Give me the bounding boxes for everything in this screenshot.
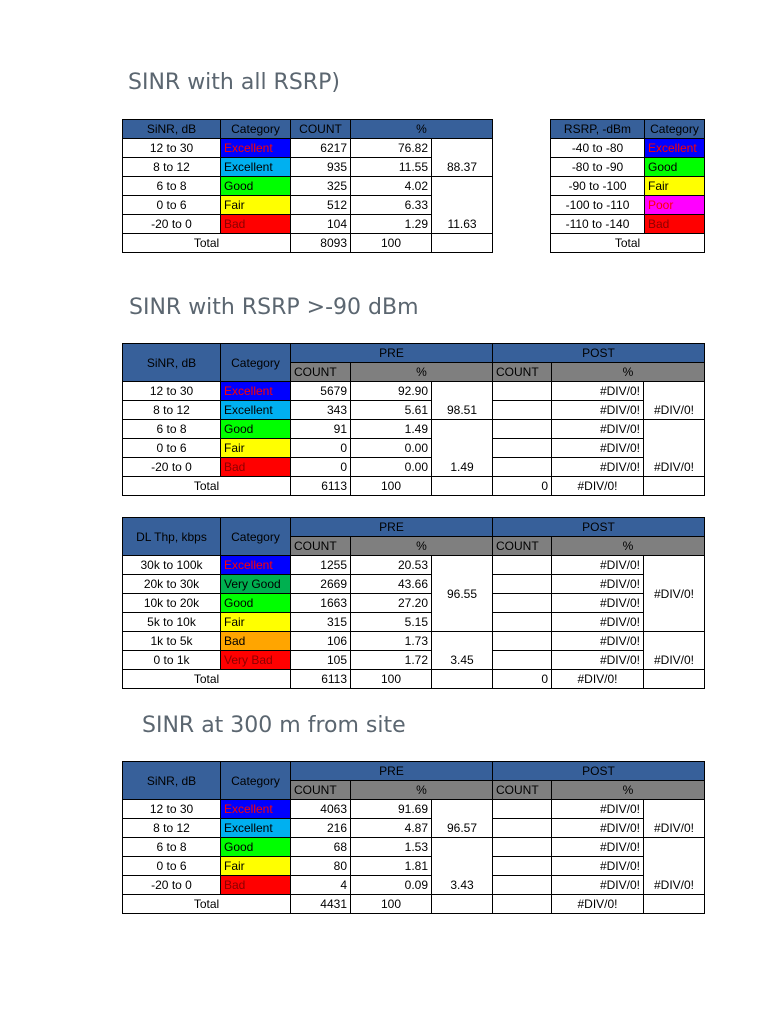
- percent-cell: 4.02: [351, 177, 432, 196]
- range-cell: 8 to 12: [123, 819, 221, 838]
- post-count-cell: [493, 857, 552, 876]
- total-count: 6113: [291, 477, 351, 496]
- total-percent: 100: [351, 670, 432, 689]
- percent-cell: 4.87: [351, 819, 432, 838]
- post-percent-cell: #DIV/0!: [552, 651, 644, 670]
- total-percent: 100: [351, 234, 432, 253]
- range-cell: 0 to 1k: [123, 651, 221, 670]
- header-post: POST: [493, 344, 705, 363]
- table-row: [123, 382, 705, 401]
- total-row: [123, 895, 705, 914]
- count-cell: 68: [291, 838, 351, 857]
- header-sinr: SiNR, dB: [123, 344, 221, 382]
- post-percent-cell: #DIV/0!: [552, 382, 644, 401]
- range-cell: 12 to 30: [123, 382, 221, 401]
- header-pre-percent: %: [351, 537, 493, 556]
- dl-throughput-table: [122, 517, 705, 689]
- table-row: [123, 613, 705, 632]
- header-count: COUNT: [291, 120, 351, 139]
- header-post-percent: %: [552, 363, 705, 382]
- post-count-cell: [493, 439, 552, 458]
- total-count: 6113: [291, 670, 351, 689]
- range-cell: -20 to 0: [123, 876, 221, 895]
- total-label: Total: [123, 670, 291, 689]
- header-category: Category: [221, 120, 291, 139]
- count-cell: 325: [291, 177, 351, 196]
- post-group-total: #DIV/0!: [644, 556, 705, 632]
- post-percent-cell: #DIV/0!: [552, 819, 644, 838]
- range-cell: 1k to 5k: [123, 632, 221, 651]
- category-cell: Excellent: [221, 800, 291, 819]
- count-cell: 4: [291, 876, 351, 895]
- category-cell: Excellent: [645, 139, 705, 158]
- section1-title: SINR with all RSRP): [128, 70, 340, 95]
- post-total-count: 0: [493, 477, 552, 496]
- table-row: [123, 420, 705, 439]
- table-row: [123, 632, 705, 651]
- pre-group-total: 96.57: [432, 800, 493, 838]
- header-category: Category: [221, 762, 291, 800]
- category-cell: Bad: [221, 632, 291, 651]
- count-cell: 216: [291, 819, 351, 838]
- post-total-count: 0: [493, 670, 552, 689]
- count-cell: 91: [291, 420, 351, 439]
- empty-cell: [432, 477, 493, 496]
- percent-cell: 1.29: [351, 215, 432, 234]
- post-count-cell: [493, 575, 552, 594]
- total-row: [123, 477, 705, 496]
- table-row: [123, 594, 705, 613]
- pre-group-total: 3.45: [432, 632, 493, 670]
- post-total-percent: #DIV/0!: [552, 895, 644, 914]
- post-count-cell: [493, 613, 552, 632]
- post-percent-cell: #DIV/0!: [552, 420, 644, 439]
- post-count-cell: [493, 594, 552, 613]
- header-post: POST: [493, 762, 705, 781]
- empty-cell: [644, 670, 705, 689]
- count-cell: 6217: [291, 139, 351, 158]
- table-row: [123, 439, 705, 458]
- post-count-cell: [493, 420, 552, 439]
- post-percent-cell: #DIV/0!: [552, 575, 644, 594]
- pre-group-total: 96.55: [432, 556, 493, 632]
- header-post-count: COUNT: [493, 781, 552, 800]
- header-pre-count: COUNT: [291, 781, 351, 800]
- post-group-total: #DIV/0!: [644, 632, 705, 670]
- group-total-cell: 88.37: [432, 139, 493, 177]
- count-cell: 4063: [291, 800, 351, 819]
- empty-cell: [432, 670, 493, 689]
- range-cell: -110 to -140: [551, 215, 645, 234]
- table-row: [123, 838, 705, 857]
- category-cell: Excellent: [221, 401, 291, 420]
- category-cell: Excellent: [221, 382, 291, 401]
- category-cell: Very Good: [221, 575, 291, 594]
- range-cell: 20k to 30k: [123, 575, 221, 594]
- range-cell: 6 to 8: [123, 420, 221, 439]
- header-post-percent: %: [552, 537, 705, 556]
- category-cell: Bad: [221, 458, 291, 477]
- total-row: [551, 234, 705, 253]
- percent-cell: 1.73: [351, 632, 432, 651]
- empty-cell: [644, 477, 705, 496]
- range-cell: 0 to 6: [123, 857, 221, 876]
- count-cell: 343: [291, 401, 351, 420]
- header-post-percent: %: [552, 781, 705, 800]
- sinr-300m-table: [122, 761, 705, 914]
- percent-cell: 20.53: [351, 556, 432, 575]
- category-cell: Excellent: [221, 556, 291, 575]
- percent-cell: 43.66: [351, 575, 432, 594]
- category-cell: Bad: [645, 215, 705, 234]
- category-cell: Fair: [221, 857, 291, 876]
- pre-group-total: 3.43: [432, 838, 493, 895]
- header-dl-thp: DL Thp, kbps: [123, 518, 221, 556]
- range-cell: 8 to 12: [123, 401, 221, 420]
- rsrp-category-table: [550, 119, 705, 253]
- table-row: [551, 196, 705, 215]
- table-row: [551, 177, 705, 196]
- category-cell: Bad: [221, 876, 291, 895]
- empty-cell: [432, 234, 493, 253]
- table-row: [551, 139, 705, 158]
- category-cell: Fair: [221, 196, 291, 215]
- count-cell: 5679: [291, 382, 351, 401]
- count-cell: 106: [291, 632, 351, 651]
- percent-cell: 1.81: [351, 857, 432, 876]
- table-row: [123, 139, 493, 158]
- post-percent-cell: #DIV/0!: [552, 838, 644, 857]
- post-percent-cell: #DIV/0!: [552, 458, 644, 477]
- post-group-total: #DIV/0!: [644, 838, 705, 895]
- category-cell: Bad: [221, 215, 291, 234]
- percent-cell: 1.72: [351, 651, 432, 670]
- total-count: 8093: [291, 234, 351, 253]
- table-row: [123, 556, 705, 575]
- range-cell: -20 to 0: [123, 215, 221, 234]
- range-cell: 0 to 6: [123, 439, 221, 458]
- range-cell: 0 to 6: [123, 196, 221, 215]
- header-post-count: COUNT: [493, 537, 552, 556]
- post-count-cell: [493, 458, 552, 477]
- count-cell: 0: [291, 458, 351, 477]
- category-cell: Good: [221, 420, 291, 439]
- header-pre-percent: %: [351, 781, 493, 800]
- percent-cell: 6.33: [351, 196, 432, 215]
- range-cell: -90 to -100: [551, 177, 645, 196]
- section2-title: SINR with RSRP >-90 dBm: [129, 295, 419, 320]
- total-percent: 100: [351, 477, 432, 496]
- range-cell: 8 to 12: [123, 158, 221, 177]
- category-cell: Good: [221, 177, 291, 196]
- post-percent-cell: #DIV/0!: [552, 857, 644, 876]
- total-label: Total: [551, 234, 705, 253]
- range-cell: 6 to 8: [123, 177, 221, 196]
- header-pre-count: COUNT: [291, 363, 351, 382]
- post-percent-cell: #DIV/0!: [552, 613, 644, 632]
- count-cell: 1255: [291, 556, 351, 575]
- post-count-cell: [493, 800, 552, 819]
- range-cell: 12 to 30: [123, 800, 221, 819]
- header-sinr: SiNR, dB: [123, 762, 221, 800]
- post-percent-cell: #DIV/0!: [552, 556, 644, 575]
- table-row: [123, 575, 705, 594]
- total-label: Total: [123, 234, 291, 253]
- total-label: Total: [123, 895, 291, 914]
- empty-cell: [644, 895, 705, 914]
- category-cell: Poor: [645, 196, 705, 215]
- table-row: [551, 158, 705, 177]
- post-total-count: [493, 895, 552, 914]
- header-pre: PRE: [291, 762, 493, 781]
- header-category: Category: [221, 518, 291, 556]
- post-count-cell: [493, 556, 552, 575]
- table-row: [123, 876, 705, 895]
- empty-cell: [432, 895, 493, 914]
- range-cell: 6 to 8: [123, 838, 221, 857]
- post-percent-cell: #DIV/0!: [552, 401, 644, 420]
- post-count-cell: [493, 651, 552, 670]
- header-post: POST: [493, 518, 705, 537]
- table-row: [123, 651, 705, 670]
- post-count-cell: [493, 819, 552, 838]
- range-cell: -100 to -110: [551, 196, 645, 215]
- post-count-cell: [493, 632, 552, 651]
- percent-cell: 0.09: [351, 876, 432, 895]
- count-cell: 935: [291, 158, 351, 177]
- sinr-all-rsrp-table: [122, 119, 493, 253]
- post-total-percent: #DIV/0!: [552, 670, 644, 689]
- table-row: [123, 819, 705, 838]
- category-cell: Fair: [221, 613, 291, 632]
- range-cell: 12 to 30: [123, 139, 221, 158]
- count-cell: 0: [291, 439, 351, 458]
- percent-cell: 5.15: [351, 613, 432, 632]
- group-total-cell: 11.63: [432, 177, 493, 234]
- percent-cell: 0.00: [351, 439, 432, 458]
- post-count-cell: [493, 876, 552, 895]
- category-cell: Excellent: [221, 139, 291, 158]
- post-group-total: #DIV/0!: [644, 382, 705, 420]
- category-cell: Excellent: [221, 158, 291, 177]
- category-cell: Good: [645, 158, 705, 177]
- header-pre-percent: %: [351, 363, 493, 382]
- section3-title: SINR at 300 m from site: [142, 713, 406, 738]
- category-cell: Very Bad: [221, 651, 291, 670]
- percent-cell: 91.69: [351, 800, 432, 819]
- percent-cell: 1.49: [351, 420, 432, 439]
- table-row: [123, 857, 705, 876]
- post-percent-cell: #DIV/0!: [552, 594, 644, 613]
- count-cell: 315: [291, 613, 351, 632]
- count-cell: 512: [291, 196, 351, 215]
- header-category: Category: [645, 120, 705, 139]
- header-pre: PRE: [291, 344, 493, 363]
- post-count-cell: [493, 382, 552, 401]
- table-row: [123, 800, 705, 819]
- percent-cell: 11.55: [351, 158, 432, 177]
- total-row: [123, 234, 493, 253]
- post-group-total: #DIV/0!: [644, 420, 705, 477]
- header-category: Category: [221, 344, 291, 382]
- category-cell: Fair: [645, 177, 705, 196]
- post-total-percent: #DIV/0!: [552, 477, 644, 496]
- header-rsrp: RSRP, -dBm: [551, 120, 645, 139]
- count-cell: 1663: [291, 594, 351, 613]
- count-cell: 2669: [291, 575, 351, 594]
- range-cell: -80 to -90: [551, 158, 645, 177]
- sinr-rsrp-90-table: [122, 343, 705, 496]
- header-post-count: COUNT: [493, 363, 552, 382]
- category-cell: Good: [221, 838, 291, 857]
- range-cell: -40 to -80: [551, 139, 645, 158]
- range-cell: 10k to 20k: [123, 594, 221, 613]
- header-pre: PRE: [291, 518, 493, 537]
- table-row: [123, 458, 705, 477]
- table-row: [123, 401, 705, 420]
- post-count-cell: [493, 838, 552, 857]
- post-group-total: #DIV/0!: [644, 800, 705, 838]
- total-row: [123, 670, 705, 689]
- category-cell: Fair: [221, 439, 291, 458]
- range-cell: 5k to 10k: [123, 613, 221, 632]
- table-row: [551, 215, 705, 234]
- percent-cell: 5.61: [351, 401, 432, 420]
- percent-cell: 76.82: [351, 139, 432, 158]
- post-percent-cell: #DIV/0!: [552, 800, 644, 819]
- range-cell: 30k to 100k: [123, 556, 221, 575]
- post-percent-cell: #DIV/0!: [552, 632, 644, 651]
- header-percent: %: [351, 120, 493, 139]
- range-cell: -20 to 0: [123, 458, 221, 477]
- percent-cell: 0.00: [351, 458, 432, 477]
- percent-cell: 1.53: [351, 838, 432, 857]
- total-label: Total: [123, 477, 291, 496]
- total-count: 4431: [291, 895, 351, 914]
- count-cell: 105: [291, 651, 351, 670]
- header-sinr: SiNR, dB: [123, 120, 221, 139]
- category-cell: Good: [221, 594, 291, 613]
- percent-cell: 27.20: [351, 594, 432, 613]
- count-cell: 80: [291, 857, 351, 876]
- post-percent-cell: #DIV/0!: [552, 439, 644, 458]
- pre-group-total: 98.51: [432, 382, 493, 420]
- post-percent-cell: #DIV/0!: [552, 876, 644, 895]
- table-row: [123, 177, 493, 196]
- header-pre-count: COUNT: [291, 537, 351, 556]
- count-cell: 104: [291, 215, 351, 234]
- total-percent: 100: [351, 895, 432, 914]
- post-count-cell: [493, 401, 552, 420]
- percent-cell: 92.90: [351, 382, 432, 401]
- pre-group-total: 1.49: [432, 420, 493, 477]
- category-cell: Excellent: [221, 819, 291, 838]
